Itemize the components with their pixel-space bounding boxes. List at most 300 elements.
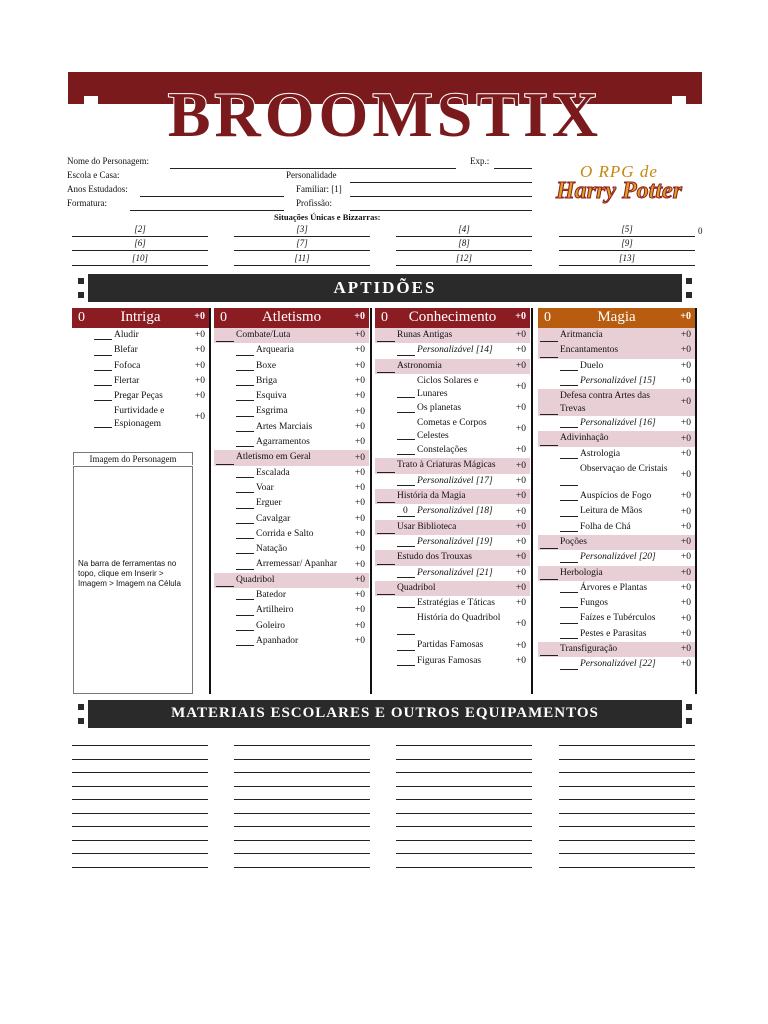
column-score[interactable]: 0 bbox=[381, 310, 388, 325]
formatura-label: Formatura: bbox=[67, 198, 107, 208]
skill-bonus: +0 bbox=[194, 376, 205, 387]
column-score[interactable]: 0 bbox=[220, 310, 227, 325]
equipment-line[interactable] bbox=[72, 813, 208, 814]
skill-rank-field[interactable] bbox=[397, 454, 415, 455]
skill-label: Transfiguração bbox=[560, 644, 618, 655]
skill-row-main bbox=[375, 359, 530, 374]
skill-row bbox=[214, 420, 369, 435]
equipment-line[interactable] bbox=[72, 826, 208, 827]
skill-rank-field[interactable] bbox=[236, 400, 254, 401]
skill-row bbox=[538, 447, 695, 462]
equipment-line[interactable] bbox=[396, 745, 532, 746]
skill-label: Figuras Famosas bbox=[417, 655, 482, 666]
skill-bonus: +0 bbox=[354, 590, 365, 601]
situacao-slot-field[interactable] bbox=[559, 250, 695, 251]
equipment-line[interactable] bbox=[72, 840, 208, 841]
skill-rank-field[interactable] bbox=[236, 416, 254, 417]
skill-rank-field[interactable] bbox=[397, 577, 415, 578]
skill-bonus: +0 bbox=[194, 391, 205, 402]
skill-rank-field[interactable] bbox=[216, 341, 234, 342]
skill-row-main bbox=[538, 642, 695, 657]
skill-rank-field[interactable] bbox=[540, 341, 558, 342]
skill-label: Partidas Famosas bbox=[417, 640, 484, 651]
equipment-line[interactable] bbox=[396, 759, 532, 760]
skill-rank-field[interactable] bbox=[236, 370, 254, 371]
skill-label: Flertar bbox=[114, 375, 140, 386]
skill-bonus: +0 bbox=[354, 406, 365, 417]
skill-rank-field[interactable] bbox=[397, 665, 415, 666]
skill-label: Escalada bbox=[256, 467, 290, 478]
skill-row-main bbox=[375, 489, 530, 504]
skill-row bbox=[214, 389, 369, 404]
skill-bonus: +0 bbox=[680, 598, 691, 609]
skill-rank-field[interactable] bbox=[560, 500, 578, 501]
skill-label: Agarramentos bbox=[256, 437, 310, 448]
equipment-line[interactable] bbox=[72, 745, 208, 746]
skill-rank-field[interactable] bbox=[216, 464, 234, 465]
skill-bonus: +0 bbox=[515, 506, 526, 517]
equipment-line[interactable] bbox=[559, 826, 695, 827]
skill-rank-field[interactable] bbox=[560, 638, 578, 639]
skill-bonus: +0 bbox=[680, 659, 691, 670]
skill-rank-field[interactable] bbox=[94, 400, 112, 401]
situacao-slot-label: [11] bbox=[294, 253, 310, 263]
aptidoes-title: APTIDÕES bbox=[333, 278, 437, 297]
skill-bonus: +0 bbox=[680, 345, 691, 356]
skill-row bbox=[538, 416, 695, 431]
situacao-slot-field[interactable] bbox=[72, 250, 208, 251]
skill-row bbox=[375, 443, 530, 458]
skill-rank-field[interactable] bbox=[236, 645, 254, 646]
skill-label: Aritmancia bbox=[560, 330, 603, 340]
equipment-line[interactable] bbox=[72, 867, 208, 868]
personalidade-label: Personalidade bbox=[286, 170, 337, 180]
skill-label: Duelo bbox=[580, 360, 604, 371]
skill-rank-field[interactable] bbox=[397, 412, 415, 413]
skill-rank-field[interactable] bbox=[560, 623, 578, 624]
skill-column-magia bbox=[538, 308, 695, 673]
skill-rank-field[interactable] bbox=[236, 477, 254, 478]
skill-label: Folha de Chá bbox=[580, 521, 631, 532]
equipment-line[interactable] bbox=[234, 799, 370, 800]
equipment-line[interactable] bbox=[234, 772, 370, 773]
situacao-slot-field[interactable] bbox=[234, 250, 370, 251]
situacao-slot-field[interactable] bbox=[234, 236, 370, 237]
skill-label: Pestes e Parasitas bbox=[580, 628, 647, 639]
skill-rank-field[interactable] bbox=[560, 458, 578, 459]
skill-rank-field[interactable] bbox=[94, 427, 112, 428]
skill-bonus: +0 bbox=[194, 330, 205, 341]
skill-bonus: +0 bbox=[354, 360, 365, 371]
skill-rank-field[interactable] bbox=[397, 650, 415, 651]
skill-rank-field[interactable] bbox=[94, 339, 112, 340]
profissao-label: Profissão: bbox=[296, 198, 332, 208]
skill-bonus: +0 bbox=[354, 559, 365, 570]
skill-column-intriga bbox=[72, 308, 209, 431]
equipment-line[interactable] bbox=[396, 799, 532, 800]
skill-bonus: +0 bbox=[354, 513, 365, 524]
equipment-line[interactable] bbox=[559, 840, 695, 841]
skill-label: Personalizável [21] bbox=[417, 567, 493, 578]
column-score[interactable]: 0 bbox=[544, 310, 551, 325]
skill-rank-field[interactable] bbox=[560, 669, 578, 670]
skill-bonus: +0 bbox=[354, 376, 365, 387]
skill-label: Leitura de Mãos bbox=[580, 506, 643, 517]
skill-row-main bbox=[375, 328, 530, 343]
situacao-slot-label: [10] bbox=[131, 253, 148, 263]
skill-row bbox=[214, 343, 369, 358]
skill-rank-value[interactable]: 0 bbox=[403, 506, 408, 517]
skill-label: Goleiro bbox=[256, 620, 286, 631]
equipment-line[interactable] bbox=[234, 867, 370, 868]
skill-rank-field[interactable] bbox=[236, 523, 254, 524]
skill-rank-field[interactable] bbox=[397, 546, 415, 547]
logo-line1: O RPG de bbox=[580, 162, 658, 181]
skill-rank-field[interactable] bbox=[540, 414, 558, 415]
skill-label: Estratégias e Táticas bbox=[417, 598, 495, 609]
skill-label: Fungos bbox=[580, 598, 608, 609]
skill-rank-field[interactable] bbox=[236, 446, 254, 447]
skill-row bbox=[214, 359, 369, 374]
skill-label: Usar Biblioteca bbox=[397, 521, 457, 532]
skill-rank-field[interactable] bbox=[377, 502, 395, 503]
skill-row bbox=[214, 481, 369, 496]
situacao-slot-field[interactable] bbox=[559, 236, 695, 237]
skill-rank-field[interactable] bbox=[236, 508, 254, 509]
equipment-line[interactable] bbox=[559, 772, 695, 773]
skill-label: Briga bbox=[256, 375, 278, 386]
skill-bonus: +0 bbox=[354, 544, 365, 555]
equipment-line[interactable] bbox=[234, 840, 370, 841]
skill-rank-field[interactable] bbox=[236, 355, 254, 356]
bar-ornament bbox=[686, 704, 692, 710]
skill-bonus: +0 bbox=[680, 491, 691, 502]
skill-row-main bbox=[214, 573, 369, 588]
nome-label: Nome do Personagem: bbox=[67, 156, 149, 166]
column-score[interactable]: 0 bbox=[78, 310, 85, 325]
equipment-line[interactable] bbox=[234, 813, 370, 814]
harry-potter-logo bbox=[556, 162, 696, 222]
skill-rank-field[interactable] bbox=[236, 630, 254, 631]
skill-rank-field[interactable] bbox=[397, 397, 415, 398]
skill-rank-field[interactable] bbox=[560, 531, 578, 532]
skill-row bbox=[375, 566, 530, 581]
skill-bonus: +0 bbox=[515, 598, 526, 609]
situacao-slot-label: [13] bbox=[618, 253, 635, 263]
skill-rank-field[interactable] bbox=[560, 562, 578, 563]
skill-rank-field[interactable] bbox=[236, 538, 254, 539]
equipment-line[interactable] bbox=[234, 759, 370, 760]
skill-row bbox=[72, 389, 209, 404]
skill-label: Os planetas bbox=[417, 402, 462, 413]
equipment-line[interactable] bbox=[559, 759, 695, 760]
equipment-line[interactable] bbox=[72, 853, 208, 854]
skill-row bbox=[375, 535, 530, 550]
equipment-line[interactable] bbox=[234, 826, 370, 827]
skill-rank-field[interactable] bbox=[540, 445, 558, 446]
skill-rank-field[interactable] bbox=[397, 485, 415, 486]
portrait-box[interactable] bbox=[73, 466, 193, 694]
skill-row bbox=[214, 542, 369, 557]
skill-rank-field[interactable] bbox=[397, 355, 415, 356]
skill-row bbox=[538, 657, 695, 672]
skill-label: Fofoca bbox=[114, 360, 141, 371]
skill-bonus: +0 bbox=[354, 421, 365, 432]
skill-bonus: +0 bbox=[354, 467, 365, 478]
skill-bonus: +0 bbox=[515, 583, 526, 593]
equipment-line[interactable] bbox=[234, 786, 370, 787]
skill-rank-field[interactable] bbox=[377, 372, 395, 373]
skill-label: Corrida e Salto bbox=[256, 528, 314, 539]
skill-row-main bbox=[538, 343, 695, 358]
skill-label: Esquiva bbox=[256, 391, 287, 402]
skill-rank-field[interactable] bbox=[560, 485, 578, 486]
skill-rank-field[interactable] bbox=[236, 553, 254, 554]
skill-column-header bbox=[214, 308, 369, 328]
skill-rank-field[interactable] bbox=[377, 341, 395, 342]
familiar-field[interactable] bbox=[350, 196, 532, 197]
skill-row-main bbox=[214, 328, 369, 343]
column-name: Magia bbox=[597, 309, 636, 325]
skill-row bbox=[538, 374, 695, 389]
skill-label: Cometas e Corpos Celestes bbox=[417, 418, 487, 442]
skill-rank-field[interactable] bbox=[216, 586, 234, 587]
situacao-slot-field[interactable] bbox=[72, 236, 208, 237]
skill-row bbox=[72, 404, 209, 431]
equipment-line[interactable] bbox=[72, 799, 208, 800]
situacao-slot-field[interactable] bbox=[396, 250, 532, 251]
skill-rank-field[interactable] bbox=[377, 533, 395, 534]
skill-bonus: +0 bbox=[680, 330, 691, 341]
equipment-line[interactable] bbox=[396, 772, 532, 773]
skill-row-main bbox=[538, 535, 695, 550]
skill-rank-field[interactable] bbox=[540, 655, 558, 656]
situacao-slot-field[interactable] bbox=[234, 265, 370, 266]
exp-label: Exp.: bbox=[470, 156, 490, 166]
skill-bonus: +0 bbox=[515, 381, 526, 392]
skill-bonus: +0 bbox=[515, 475, 526, 486]
skill-rank-field[interactable] bbox=[540, 357, 558, 358]
skill-bonus: +0 bbox=[515, 552, 526, 563]
column-name: Atletismo bbox=[261, 309, 322, 325]
skill-label: Erguer bbox=[256, 498, 282, 509]
skill-row bbox=[538, 504, 695, 519]
nome-field[interactable] bbox=[170, 168, 456, 169]
skill-rank-field[interactable] bbox=[560, 607, 578, 608]
skill-rank-field[interactable] bbox=[397, 607, 415, 608]
skill-rank-field[interactable] bbox=[236, 569, 254, 570]
equipment-line[interactable] bbox=[396, 813, 532, 814]
skill-row bbox=[72, 359, 209, 374]
skill-row bbox=[538, 489, 695, 504]
skill-rank-field[interactable] bbox=[236, 615, 254, 616]
situacao-slot-label: [2] bbox=[134, 224, 146, 234]
skill-row bbox=[538, 611, 695, 626]
skill-label: Quadribol bbox=[397, 582, 436, 593]
skill-label: Personalizável [17] bbox=[417, 475, 493, 486]
equipment-line[interactable] bbox=[559, 813, 695, 814]
skill-bonus: +0 bbox=[354, 391, 365, 402]
equipment-line[interactable] bbox=[396, 840, 532, 841]
skill-bonus: +0 bbox=[680, 628, 691, 639]
skill-rank-field[interactable] bbox=[560, 385, 578, 386]
skill-row bbox=[375, 504, 530, 519]
skill-bonus: +0 bbox=[515, 521, 526, 532]
profissao-field[interactable] bbox=[350, 210, 532, 211]
bar-ornament bbox=[78, 718, 84, 724]
skill-label: Boxe bbox=[256, 360, 277, 371]
skill-row bbox=[375, 416, 530, 443]
skill-label: Personalizável [19] bbox=[417, 536, 493, 547]
skill-row bbox=[375, 596, 530, 611]
skill-label: Apanhador bbox=[256, 635, 299, 646]
skill-row-main bbox=[538, 389, 695, 416]
skill-rank-field[interactable] bbox=[540, 548, 558, 549]
equipment-line[interactable] bbox=[396, 786, 532, 787]
skill-row-main bbox=[214, 450, 369, 465]
skill-label: Trato à Criaturas Mágicas bbox=[397, 460, 496, 471]
equipment-line[interactable] bbox=[72, 786, 208, 787]
skill-label: Artilheiro bbox=[256, 605, 294, 616]
skill-label: Ciclos Solares e Lunares bbox=[417, 375, 479, 399]
skill-label: Batedor bbox=[256, 590, 287, 601]
skill-label: Constelações bbox=[417, 445, 468, 456]
skill-rank-field[interactable] bbox=[94, 355, 112, 356]
equipment-line[interactable] bbox=[234, 853, 370, 854]
skill-label: Personalizável [16] bbox=[580, 418, 656, 429]
equipment-line[interactable] bbox=[234, 745, 370, 746]
skill-row bbox=[538, 520, 695, 535]
skill-rank-field[interactable] bbox=[397, 439, 415, 440]
skill-rank-field[interactable] bbox=[397, 634, 415, 635]
equipment-line[interactable] bbox=[559, 745, 695, 746]
skill-rank-field[interactable] bbox=[560, 427, 578, 428]
equipment-line[interactable] bbox=[72, 759, 208, 760]
page-title: BROOMSTIX bbox=[167, 79, 603, 150]
skill-bonus: +0 bbox=[515, 460, 526, 471]
skill-bonus: +0 bbox=[515, 619, 526, 630]
personalidade-field[interactable] bbox=[350, 182, 532, 183]
skill-row-main bbox=[375, 581, 530, 596]
skill-row-main bbox=[538, 566, 695, 581]
skill-bonus: +0 bbox=[680, 583, 691, 593]
skill-rank-field[interactable] bbox=[236, 599, 254, 600]
column-bonus: +0 bbox=[680, 311, 691, 322]
anos-field[interactable] bbox=[140, 196, 284, 197]
situacao-slot-field[interactable] bbox=[396, 236, 532, 237]
equipment-line[interactable] bbox=[396, 853, 532, 854]
skill-bonus: +0 bbox=[515, 360, 526, 371]
skill-bonus: +0 bbox=[354, 483, 365, 494]
situacao-slot-field[interactable] bbox=[396, 265, 532, 266]
skill-label: Combate/Luta bbox=[236, 330, 291, 340]
skill-label: Personalizável [14] bbox=[417, 345, 493, 356]
skill-bonus: +0 bbox=[194, 345, 205, 356]
skill-row bbox=[538, 596, 695, 611]
skill-row bbox=[375, 374, 530, 401]
skill-bonus: +0 bbox=[515, 424, 526, 435]
skill-label: Artes Marciais bbox=[256, 421, 313, 432]
situacao-slot-field[interactable] bbox=[559, 265, 695, 266]
skill-row bbox=[538, 462, 695, 489]
skill-rank-field[interactable] bbox=[236, 385, 254, 386]
skill-rank-field[interactable] bbox=[377, 564, 395, 565]
skill-label: Atletismo em Geral bbox=[236, 452, 311, 463]
skill-row bbox=[375, 343, 530, 358]
skill-label: Blefar bbox=[114, 345, 138, 356]
logo-line2: Harry Potter bbox=[556, 178, 682, 204]
skill-label: Faízes e Tubérculos bbox=[580, 613, 656, 624]
skill-bonus: +0 bbox=[680, 448, 691, 459]
equipment-line[interactable] bbox=[559, 799, 695, 800]
skill-row bbox=[375, 401, 530, 416]
skill-rank-field[interactable] bbox=[377, 594, 395, 595]
situacao-slot-label: [6] bbox=[134, 238, 146, 248]
skill-row bbox=[214, 404, 369, 419]
skill-bonus: +0 bbox=[680, 360, 691, 371]
equipment-line[interactable] bbox=[396, 867, 532, 868]
bar-ornament bbox=[686, 718, 692, 724]
skill-rank-field[interactable] bbox=[560, 592, 578, 593]
skill-row-main bbox=[538, 328, 695, 343]
skill-label: Pregar Peças bbox=[114, 391, 163, 402]
skill-bonus: +0 bbox=[680, 470, 691, 481]
equipment-line[interactable] bbox=[559, 786, 695, 787]
skill-rank-field[interactable] bbox=[560, 370, 578, 371]
skill-bonus: +0 bbox=[354, 452, 365, 463]
skill-label: História do Quadribol bbox=[417, 613, 501, 624]
skill-bonus: +0 bbox=[680, 613, 691, 624]
skill-label: Arquearia bbox=[256, 345, 294, 356]
situacao-slot-label: [9] bbox=[621, 238, 633, 248]
equipment-line[interactable] bbox=[396, 826, 532, 827]
equipment-line[interactable] bbox=[559, 867, 695, 868]
skill-bonus: +0 bbox=[515, 345, 526, 356]
skill-row bbox=[214, 512, 369, 527]
skill-row bbox=[214, 374, 369, 389]
skill-bonus: +0 bbox=[680, 521, 691, 532]
situacao-slot-label: [3] bbox=[296, 224, 308, 234]
skill-row-main bbox=[375, 458, 530, 473]
situacoes-label: Situações Únicas e Bizzarras: bbox=[274, 212, 381, 222]
skill-rank-field[interactable] bbox=[560, 516, 578, 517]
skill-bonus: +0 bbox=[680, 537, 691, 548]
skill-bonus: +0 bbox=[680, 376, 691, 387]
skill-bonus: +0 bbox=[354, 605, 365, 616]
skill-rank-field[interactable] bbox=[94, 385, 112, 386]
column-divider bbox=[695, 308, 697, 694]
skill-bonus: +0 bbox=[515, 403, 526, 414]
skill-rank-field[interactable] bbox=[377, 472, 395, 473]
formatura-field[interactable] bbox=[130, 210, 284, 211]
situacao-slot-field[interactable] bbox=[72, 265, 208, 266]
skill-rank-field[interactable] bbox=[236, 431, 254, 432]
skill-bonus: +0 bbox=[680, 397, 691, 408]
skill-row bbox=[214, 527, 369, 542]
skill-bonus: +0 bbox=[515, 445, 526, 456]
skill-row bbox=[72, 328, 209, 343]
skill-bonus: +0 bbox=[354, 574, 365, 585]
skill-rank-field[interactable] bbox=[94, 370, 112, 371]
skill-rank-field[interactable] bbox=[540, 579, 558, 580]
skill-rank-field[interactable] bbox=[236, 492, 254, 493]
equipment-line[interactable] bbox=[559, 853, 695, 854]
exp-field[interactable] bbox=[494, 168, 532, 169]
skill-row bbox=[538, 627, 695, 642]
skill-label: Astronomia bbox=[397, 360, 442, 371]
equipment-line[interactable] bbox=[72, 772, 208, 773]
skill-column-header bbox=[72, 308, 209, 328]
